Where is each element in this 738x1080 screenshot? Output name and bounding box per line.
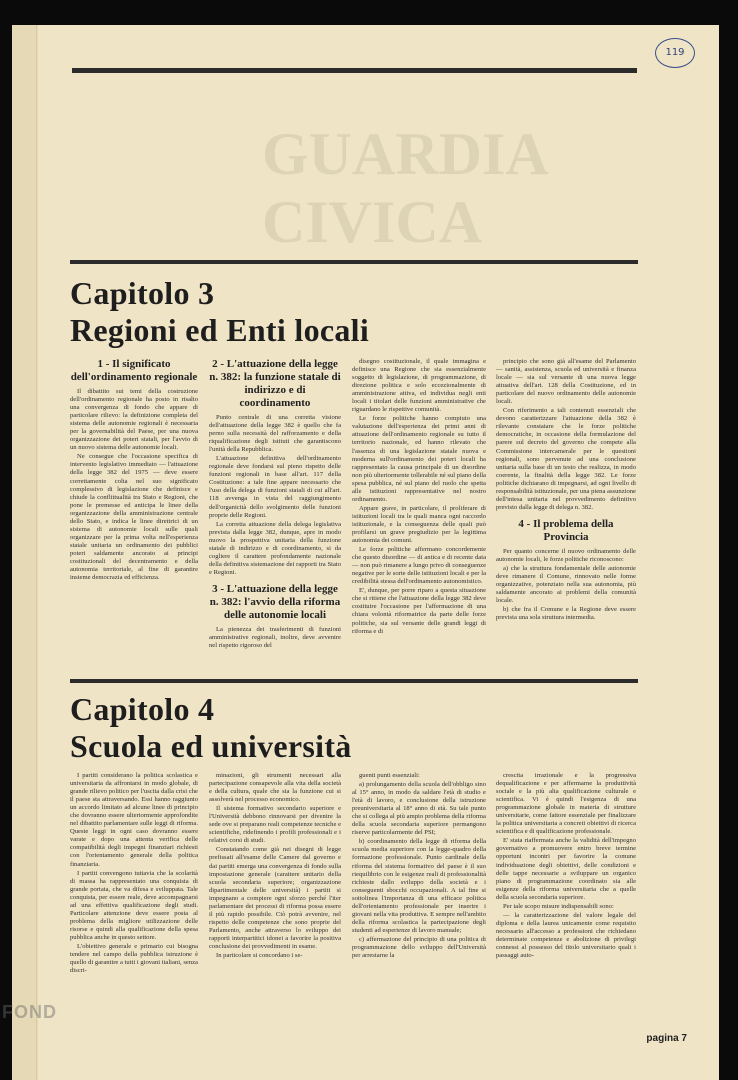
paragraph: I partiti considerano la politica scolastica e universitaria da affrontarsi in modo globale, di grande rilievo politico per l'uscita dalla crisi che il paese sta attraversando. Essi hanno raggiunto un accordo limitato ad alcune linee di principio che dovranno essere ulteriormente approfondite nel dibattito parlamentare sulle leggi di riforma. Queste leggi in ogni caso dovranno essere varate e dopo una attenta verifica delle compatibilità degli impegni finanziari richiesti con l'orientamento generale della politica finanziaria. bbox=[70, 772, 198, 868]
fold-line bbox=[36, 25, 37, 1080]
paragraph: L'attuazione definitiva dell'ordinamento regionale deve fondarsi sul pieno rispetto delle funzioni regionali in base all'art. 117 della Costituzione: a tale fine appare necessario che l'uso della delega di funzioni statali di cui all'art. 118 avvenga in vista del raggiungimento dell'organicità dello svolgimento delle funzioni proprie delle Regioni. bbox=[209, 455, 341, 519]
paragraph: Per quanto concerne il nuovo ordinamento delle autonomie locali, le forze politiche riconoscono: bbox=[496, 547, 636, 563]
chapter4-top-rule bbox=[70, 679, 638, 683]
section-1-heading: 1 - Il significato dell'ordinamento regionale bbox=[70, 358, 198, 383]
paragraph: Le forze politiche hanno compiuto una valutazione dell'esperienza dei primi anni di attuazione dell'ordinamento regionale su tutto il territorio nazionale, ed hanno rilevato che l'assenza di una legislazione statale nuova e moderna sull'ordinamento dei poteri locali ha rappresentato la causa principale di un disordine non più ulteriormente tollerabile né sul piano della spesa pubblica, né sul piano del ruolo che spetta alle istituzioni rappresentative nel nostro ordinamento. bbox=[352, 415, 486, 503]
paragraph: crescita irrazionale e la progressiva dequalificazione e per affermarne la produttività sociale e la più alta qualificazione culturale e scientifica. Vi è quindi l'esigenza di una programmazione globale in materia di strutture universitarie, come fattore essenziale per finalizzare la politica universitaria a concreti obiettivi di ricerca scientifica e di qualificazione professionale. bbox=[496, 772, 636, 836]
archive-watermark: FOND bbox=[2, 1002, 57, 1022]
bleed-through-text: GUARDIA CIVICA bbox=[262, 121, 549, 255]
paragraph: Per tale scopo misure indispensabili sono: bbox=[503, 902, 614, 910]
chapter4-column-1 bbox=[70, 772, 198, 1028]
paragraph: c) affermazione del principio di una politica di programmazione dello sviluppo dell'Università per arrestarne la bbox=[352, 935, 486, 960]
paragraph: principio che sono già all'esame del Parlamento — sanità, assistenza, scuola ed università e finanza locale — sia sul versante di una nuova legge attuativa dell'art. 128 della Costituzione, ed in particolare del nuovo ordinamento delle autonomie locali. bbox=[496, 358, 636, 406]
paragraph: La corretta attuazione della delega legislativa prevista dalla legge 382, dunque, apre in modo nuovo la prospettiva unitaria della funzione statale di indirizzo e di coordinamento, si da cogliere il carattere profondamente nazionale della definitiva sistemazione dei rapporti tra Stato e Regioni. bbox=[209, 520, 341, 576]
paragraph: a) che la struttura fondamentale delle autonomie deve rimanere il Comune, rinnovato nelle forme organizzative, potenziato nella sua autonomia, più saldamente ancorato ai problemi della comunità locale. bbox=[496, 564, 636, 605]
chapter3-column-4 bbox=[496, 358, 636, 680]
paragraph: Ne consegue che l'occasione specifica di intervento legislativo immediato — l'attuazione della legge 382 del 1975 — deve essere correttamente colta nel suo significato complessivo di legislazione che definisce e chiude la conflittualità tra Stato e Regioni, che pone le premesse ed anticipa le linee della organizzazione della amministrazione centrale dello Stato, e indica le linee direttrici di un sistema di autonomie locali sulle quali organizzare per la prima volta nell'esperienza statale unitaria un ordinamento dei pubblici poteri saldamente ancorato ai principi costituzionali del decentramento e della autonomia territoriale, al fine di garantire insieme democrazia ed efficienza. bbox=[70, 453, 198, 582]
chapter3-column-3 bbox=[352, 358, 486, 680]
chapter3-number: Capitolo 3 bbox=[70, 275, 215, 311]
paragraph: La pienezza dei trasferimenti di funzioni amministrative regionali, inoltre, deve avvenire nel rispetto rigoroso del bbox=[209, 625, 341, 650]
chapter4-column-4 bbox=[496, 772, 636, 1028]
paragraph: a) prolungamento della scuola dell'obbligo sino al 15° anno, in modo da saldare l'età di studio e l'età di lavoro, e conclusione della istruzione preuniversitaria al 18° anno di età. Su tale punto che si collega al più ampio problema della riforma della scuola secondaria superiore permangono riserve particolarmente del PSI; bbox=[352, 781, 486, 837]
paragraph: I partiti convengono tuttavia che la scolarità di massa ha rappresentato una conquista di grande portata, che va difesa e sviluppata. Tale conquista, per essere reale, deve accompagnarsi ad una effettiva qualificazione degli studi. Particolare attenzione deve essere posta al problema della migliore utilizzazione delle risorse e quindi alla qualificazione della spesa pubblica anche in questo settore. bbox=[70, 869, 198, 941]
paragraph: b) coordinamento della legge di riforma della scuola media superiore con la legge-quadro della formazione professionale. Punto cardinale della riforma del sistema formativo del paese è il suo riequilibrio con le esigenze reali di professionalità richieste dallo sviluppo della società e i conseguenti sbocchi occupazionali. A tal fine si sottolinea l'importanza di una efficace politica dell'orientamento professionale per inserire i giovani nella vita produttiva. E sempre nell'ambito della riforma scolastica la partecipazione degli studenti ad esperienze di lavoro manuale; bbox=[352, 838, 486, 934]
section-3-heading: 3 - L'attuazione della legge n. 382: l'avvio della riforma delle autonomie locali bbox=[209, 582, 341, 621]
paragraph: Appare grave, in particolare, il proliferare di istituzioni locali tra le quali manca ogni raccordo istituzionale, e la conseguenza delle quali può profilarsi un grave pregiudizio per la legittima autonomia dei comuni. bbox=[352, 504, 486, 545]
handwritten-page-mark: 119 bbox=[655, 38, 695, 68]
chapter4-title: Scuola ed università bbox=[70, 728, 352, 764]
paragraph: Constatando come già nei disegni di legge prefissati all'esame delle Camere dal governo e dai partiti emerga una convergenza di fondo sulla impostazione generale (carattere unitario della scuola secondaria superiore; organizzazione dipartimentale delle università) i partiti si impegnano a compiere ogni sforzo perché l'iter parlamentare dei processi di riforma possa essere il più rapido possibile. Ciò potrà avvenire, nel rispetto delle competenze che sono proprie del Parlamento, anche attraverso lo sviluppo dei rapporti interpartitici idonei a favorire la positiva conclusione dei provvedimenti in esame. bbox=[209, 846, 341, 950]
page-number: pagina 7 bbox=[646, 1033, 687, 1044]
paragraph: E' stata riaffermata anche la validità dell'impegno governativo a promuovere entro breve termine opportuni incontri per favorire la comune individuazione degli obiettivi, delle condizioni e delle tappe necessarie a sviluppare un organico piano di programmazione coordinato sia alle esigenze della riforma universitaria che a quelle della scuola secondaria superiore. bbox=[496, 837, 636, 901]
chapter4-number: Capitolo 4 bbox=[70, 691, 215, 727]
paragraph: In particolare si concordano i se- bbox=[216, 952, 303, 960]
paragraph: Le forze politiche affermano concordemente che questo disordine — di antica e di recente data — non può rimanere a lungo privo di conseguenze negative per le sorte delle istituzioni locali e per la credibilità stessa dell'ordinamento autonomistico. bbox=[352, 546, 486, 586]
paragraph: L'obiettivo generale e primario cui bisogna tendere nel campo della pubblica istruzione è quello di garantire a tutti i giovani italiani, senza discri- bbox=[70, 942, 198, 975]
chapter4-column-3 bbox=[352, 772, 486, 1028]
paragraph: Il dibattito sui temi della costruzione dell'ordinamento regionale ha posto in risalto una convergenza di fondo che appare di particolare rilievo: la definizione completa del sistema delle autonomie regionali è necessaria per la governabilità del Paese, per una nuova organizzazione dei poteri statali, per l'avvio di un nuovo sistema delle autonomie locali. bbox=[70, 388, 198, 452]
paragraph: Il sistema formativo secondario superiore e l'Università debbono rinnovarsi per divenire la sede ove si preparano reali competenze tecniche e scientifiche, ridefinendo i profili professionali e i relativi corsi di studi. bbox=[209, 805, 341, 845]
paragraph: Punto centrale di una corretta visione dell'attuazione della legge 382 è quello che fa perno sulla necessità del rafforzamento e della riqualificazione degli istituti che garantiscono l'unità della Repubblica. bbox=[209, 414, 341, 454]
chapter3-top-rule bbox=[70, 260, 638, 264]
section-2-heading: 2 - L'attuazione della legge n. 382: la funzione statale di indirizzo e di coordinamento bbox=[209, 358, 341, 409]
paragraph: b) che fra il Comune e la Regione deve essere prevista una sola struttura intermedia. bbox=[496, 606, 636, 622]
paragraph: disegno costituzionale, il quale immagina e definisce una Regione che sia essenzialmente soggetto di legislazione, di programmazione, di direzione politica e solo eccezionalmente di amministrazione attiva, ed individua negli enti locali i titolari delle funzioni amministrative che riguardano le rispettive comunità. bbox=[352, 358, 486, 414]
newspaper-page bbox=[12, 25, 719, 1080]
binding-margin bbox=[12, 25, 38, 1080]
section-4-heading: 4 - Il problema della Provincia bbox=[518, 517, 614, 543]
chapter3-column-2 bbox=[209, 358, 341, 680]
paragraph: E', dunque, per porre riparo a questa situazione che si ritiene che l'attuazione della legge 382 deve costituire l'occasione per l'affermazione di una chiara volontà riformatrice da parte delle forze politiche, sia sul versante delle grandi leggi di riforma e di bbox=[352, 587, 486, 635]
top-rule bbox=[72, 68, 637, 73]
chapter4-column-2 bbox=[209, 772, 341, 1028]
chapter3-column-1 bbox=[70, 358, 198, 680]
paragraph: Con riferimento a tali contenuti essenziali che devono caratterizzare l'attuazione della 382 è rilevante constatare che le forze politiche democratiche, in occasione della formulazione del parere sul decreto del governo che compete alla Commissione intercamerale per le questioni regionali, sono pervenute ad una conclusione unitaria sulla base di un testo che realizza, in modo coerente, la finalità della legge 382. Le forze politiche dichiarano di impegnarsi, ad ogni livello di responsabilità istituzionale, per una piena assunzione dell'intesa unitaria nel provvedimento definitivo previsto dalla legge di delega n. 382. bbox=[496, 407, 636, 511]
paragraph: — la caratterizzazione del valore legale del diploma e della laurea unicamente come requisito necessario all'accesso a professioni che richiedano determinate competenze e abolizione di privilegi connessi al possesso del titolo universitario quali i passaggi auto- bbox=[496, 911, 636, 960]
chapter3-title: Regioni ed Enti locali bbox=[70, 312, 370, 348]
paragraph: guenti punti essenziali: bbox=[359, 772, 420, 779]
paragraph: minazioni, gli strumenti necessari alla partecipazione consapevole alla vita della società e della cultura, quale che sia la funzione cui si assolverà nel processo economico. bbox=[209, 772, 341, 804]
